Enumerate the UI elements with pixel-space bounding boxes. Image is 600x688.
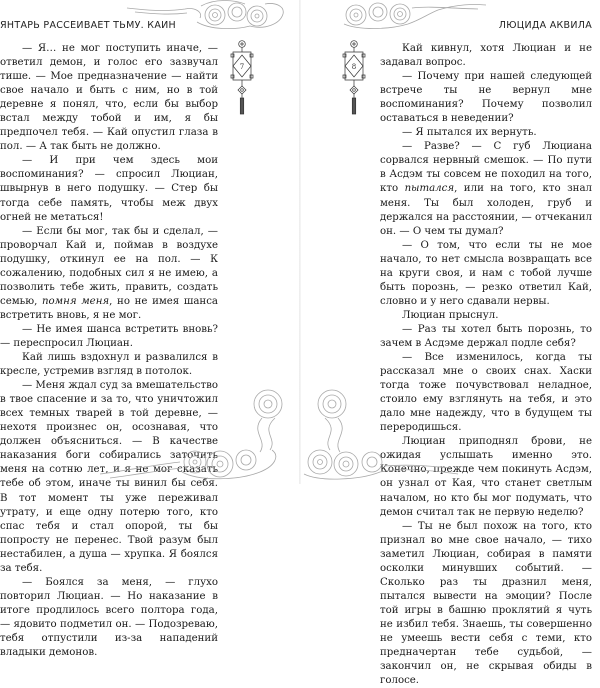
paragraph: — Я пытался их вернуть. <box>402 127 537 139</box>
right-page-body <box>380 42 592 688</box>
left-page <box>0 0 300 659</box>
paragraph: — Я… не мог поступить иначе, — ответил демон, и голос его зазвучал тише. — Мое предназначение — найти свое начало и быть с ним, но в той деревне я понял, что, если бы выбор встал между тобой и им, я бы предпочел тебя. — Кай опустил глаза в пол. — А так быть не должно. <box>0 43 218 153</box>
paragraph: — Почему при нашей следующей встрече ты не вернул мне воспоминания? Почему позволил оставаться в неведении? <box>380 71 592 125</box>
page-number-lantern-right <box>340 40 368 120</box>
paragraph: — Не имея шанса встретить вновь? — переспросил Люциан. <box>0 323 218 349</box>
paragraph: Люциан прыснул. <box>402 309 499 321</box>
cloud-ornament-top-right-icon <box>338 0 488 34</box>
paragraph: — Все изменилось, когда ты рассказал мне о своих снах. Хаски тогда тоже почувствовал неладное, стоило ему взглянуть на тебя, и это дало мне надежду, что в будущем ты переродишься. <box>380 352 592 434</box>
cloud-ornament-bottom-right-icon <box>300 372 460 484</box>
cloud-ornament-bottom-left-icon <box>100 372 300 484</box>
page-number: 7 <box>239 63 245 71</box>
paragraph: Кай кивнул, хотя Люциан и не задавал вопрос. <box>380 43 592 69</box>
paragraph: — И при чем здесь мои воспоминания? — спросил Люциан, швырнув в него подушку. — Стер бы тогда себе память, чтобы меж двух огней не метаться! <box>0 155 218 223</box>
running-head-right: ЛЮЦИДА АКВИЛА <box>498 20 592 31</box>
paragraph: — Меня ждал суд за вмешательство в твое спасение и за то, что уничтожил всех темных тварей в той деревне, — нехотя произнес он, осознавая, что должен объясниться. — В качестве наказания боги собирались заточить меня на сотню лет, и я не мог сказать тебе об этом, иначе ты винил бы себя. В тот момент ты уже переживал утрату, и еще одну потерю того, кто спас тебя и стал опорой, ты бы попросту не перенес. Твой разум был нестабилен, а душа — хрупка. Я боялся за тебя. <box>0 380 218 574</box>
paragraph: — О том, что если ты не мое начало, то нет смысла возвращать все на круги своя, и нам с тобой лучше быть порознь, — резко ответил Кай, словно и у него сдавали нервы. <box>380 239 592 307</box>
lantern-icon <box>340 40 368 120</box>
lantern-icon <box>228 40 256 120</box>
paragraph: Люциан приподнял брови, не ожидая услышать именно это. Конечно, прежде чем покинуть Асдэм, он узнал от Кая, что станет светлым началом, но кто бы мог подумать, что демон считал так не первую неделю? <box>380 436 592 518</box>
paragraph: Кай лишь вздохнул и развалился в кресле, устремив взгляд в потолок. <box>0 352 218 378</box>
paragraph: — Раз ты хотел быть порознь, то зачем в Асдэме держал подле себя? <box>380 323 592 349</box>
paragraph: — Ты не был похож на того, кто признал во мне свое начало, — тихо заметил Люциан, собирая в памяти осколки минувших событий. — Сколько раз ты дразнил меня, пытался вывести на эмоции? После той игры в башню проклятий я чуть не избил тебя. Знаешь, ты совершенно не умеешь вести себя с теми, кто предначертан тебе судьбой, — закончил он, не скрывая обиды в голосе. <box>380 520 592 687</box>
right-page <box>300 0 600 687</box>
cloud-ornament-top-left-icon <box>125 0 290 34</box>
paragraph: — Если бы мог, так бы и сделал, — проворчал Кай и, поймав в воздухе подушку, откинул ее на пол. — К сожалению, подобных сил я не имею, а позволить тебе жить, править, создать семью, помня меня, но не имея шанса встретить вновь, я не мог. <box>0 225 218 321</box>
paragraph: — Боялся за меня, — глухо повторил Люциан. — Но наказание в итоге продлилось всего полтора года, — ядовито подметил он. — Подозреваю, тебя отпустили из-за нападений владыки демонов. <box>0 576 218 659</box>
running-head-left: ЯНТАРЬ РАССЕИВАЕТ ТЬМУ. КАИН <box>0 20 176 31</box>
page-number-lantern-left <box>228 40 256 120</box>
italic-text: помня меня <box>41 295 110 307</box>
italic-text: пытался <box>404 183 455 195</box>
left-page-body <box>0 42 218 660</box>
paragraph: — Разве? — С губ Люциана сорвался нервный смешок. — По пути в Асдэм ты совсем не походил на того, кто пытался, или на того, кто знал меня. Ты был холоден, груб и держался на расстоянии, — отчеканил он. — О чем ты думал? <box>380 141 592 237</box>
page-number: 8 <box>351 63 357 71</box>
